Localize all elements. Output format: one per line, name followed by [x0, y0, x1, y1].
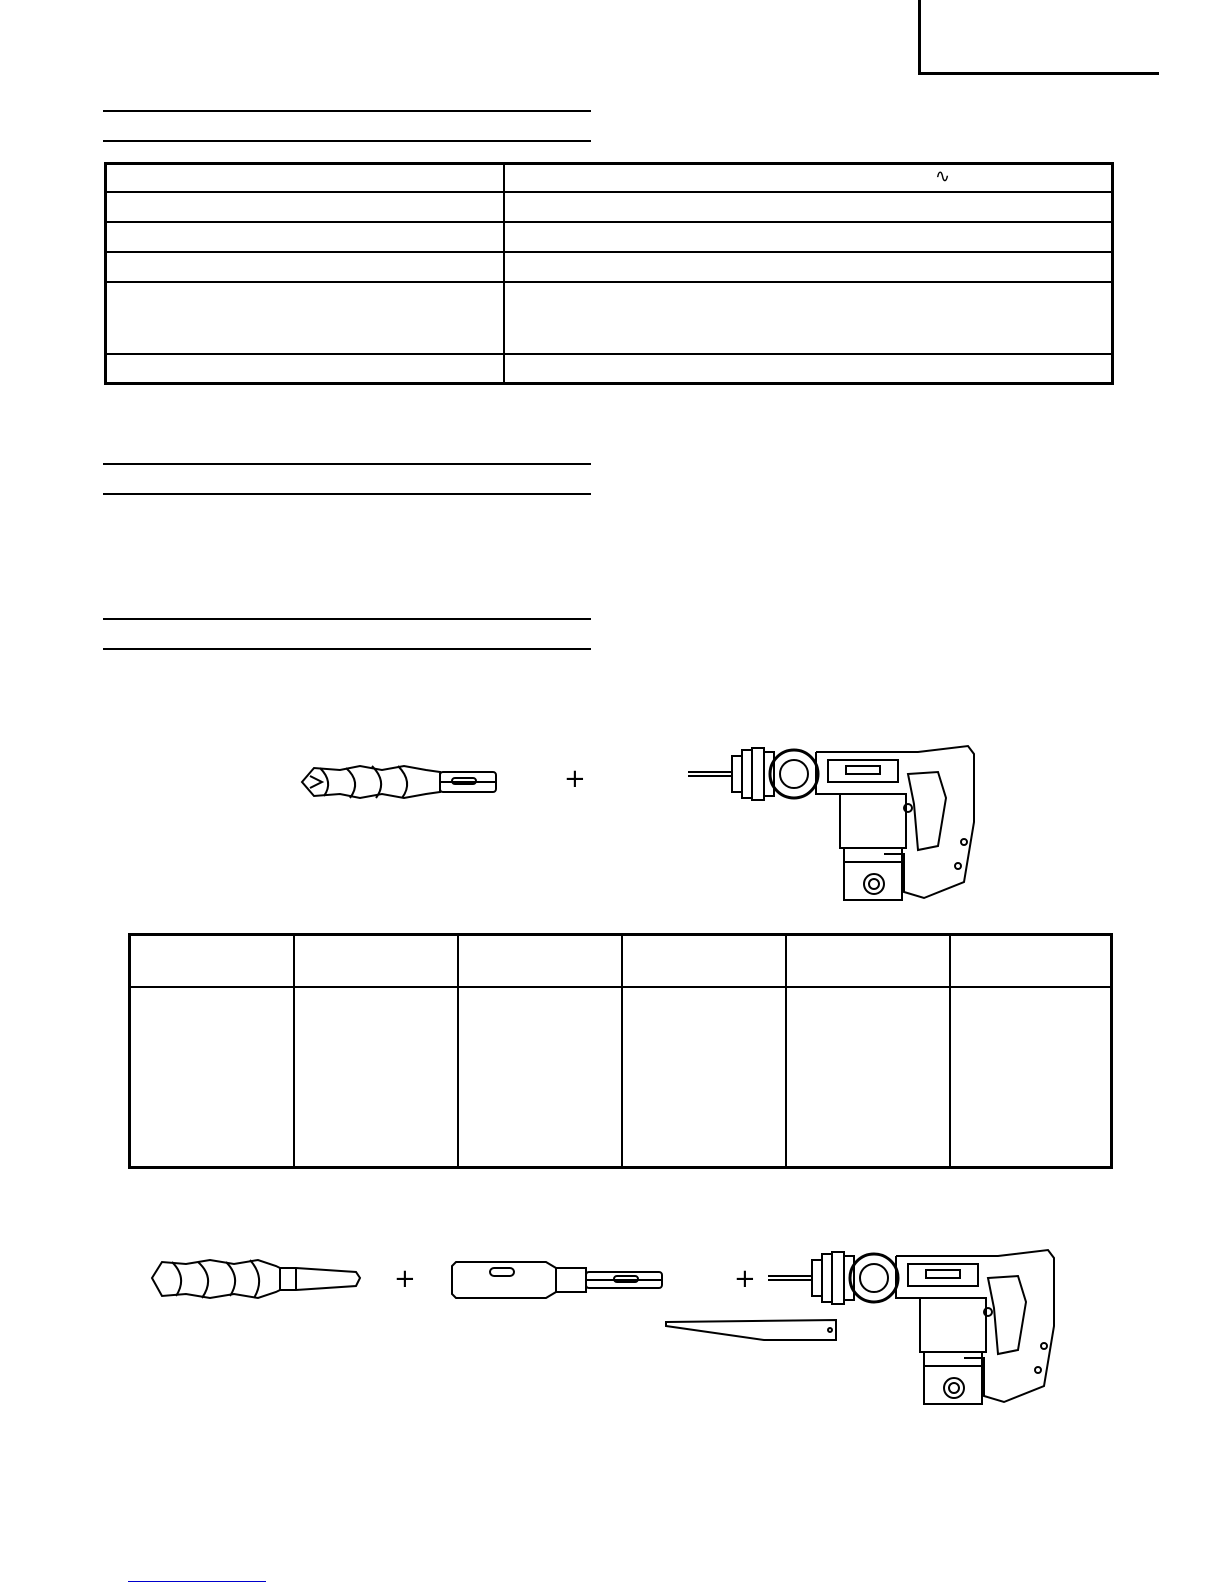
taper-shank-bit-icon [150, 1256, 362, 1302]
plus-sign: + [394, 1264, 416, 1294]
table-row [130, 987, 1112, 1168]
specifications-table [104, 162, 1114, 385]
ac-symbol: ∿ [935, 166, 951, 187]
spec-row [106, 222, 1113, 252]
spec-row [106, 192, 1113, 222]
spec-value [504, 354, 1113, 384]
spec-label [106, 354, 505, 384]
corner-frame [918, 0, 1159, 75]
table-cell [130, 987, 295, 1168]
spec-value [504, 282, 1113, 354]
section-rule-specs-top [103, 110, 591, 112]
section-rule-optional-bottom [103, 648, 591, 650]
table-header-cell [458, 935, 622, 988]
table-header-cell [294, 935, 458, 988]
rotary-hammer-icon [768, 1246, 1068, 1410]
rotary-hammer-icon [688, 742, 988, 906]
spec-row [106, 282, 1113, 354]
footnote-rule [128, 1581, 266, 1582]
section-rule-accessories-top [103, 463, 591, 465]
section-rule-optional-top [103, 618, 591, 620]
spec-label [106, 252, 505, 282]
table-cell [950, 987, 1112, 1168]
spec-value [504, 222, 1113, 252]
section-rule-accessories-bottom [103, 493, 591, 495]
plus-sign: + [734, 1264, 756, 1294]
spec-value [504, 252, 1113, 282]
spec-label [106, 192, 505, 222]
table-header-cell [950, 935, 1112, 988]
table-header-cell [622, 935, 786, 988]
table-cell [622, 987, 786, 1168]
spec-row [106, 252, 1113, 282]
spec-row [106, 164, 1113, 192]
spec-label [106, 282, 505, 354]
table-header-cell [130, 935, 295, 988]
table-header-row [130, 935, 1112, 988]
table-cell [458, 987, 622, 1168]
plus-sign: + [564, 764, 586, 794]
spec-value [504, 164, 1113, 192]
table-header-cell [786, 935, 950, 988]
table-cell [786, 987, 950, 1168]
table-cell [294, 987, 458, 1168]
section-rule-specs-bottom [103, 140, 591, 142]
spec-label [106, 222, 505, 252]
spec-row [106, 354, 1113, 384]
spec-value [504, 192, 1113, 222]
taper-adapter-icon [450, 1258, 666, 1302]
spec-label [106, 164, 505, 192]
drill-bit-icon [300, 760, 500, 804]
bit-compatibility-table [128, 933, 1113, 1169]
